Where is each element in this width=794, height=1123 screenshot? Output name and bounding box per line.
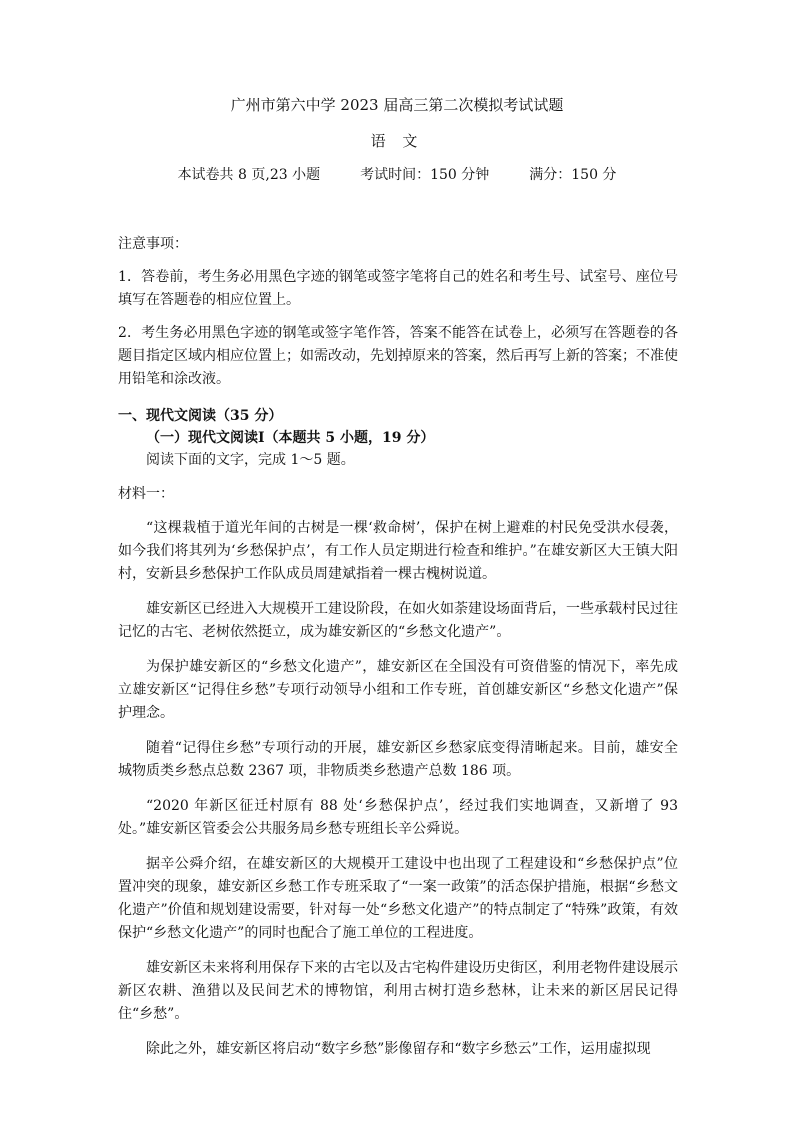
exam-score-info: 满分：150 分 [529,167,617,183]
paragraph-5: “2020 年新区征迁村原有 88 处‘乡愁保护点’，经过我们实地调查，又新增了 93 处。”雄安新区管委会公共服务局乡愁专班组长辛公舜说。 [118,798,678,837]
subject-title: 语 文 [370,132,424,150]
reading-instruction: 阅读下面的文字，完成 1～5 题。 [146,452,355,468]
paragraph-2: 雄安新区已经进入大规模开工建设阶段，在如火如荼建设场面背后，一些承载村民过往记忆的古宅、老树依然挺立，成为雄安新区的“乡愁文化遗产”。 [118,601,678,640]
notice-item-2: 2．考生务必用黑色字迹的钢笔或签字笔作答，答案不能答在试卷上，必须写在答题卷的各题目指定区域内相应位置上；如需改动，先划掉原来的答案，然后再写上新的答案；不准使用铅笔和涂改液。 [118,325,678,387]
material-label: 材料一： [118,486,174,502]
notice-heading: 注意事项： [118,236,188,252]
exam-pages-info: 本试卷共 8 页,23 小题 [177,167,321,183]
exam-time-info: 考试时间：150 分钟 [360,167,490,183]
paragraph-7: 雄安新区未来将利用保存下来的古宅以及古宅构件建设历史街区，利用老物件建设展示新区农耕、渔猎以及民间艺术的博物馆，利用古树打造乡愁林，让未来的新区居民记得住“乡愁”。 [118,960,678,1022]
exam-title: 广州市第六中学 2023 届高三第二次模拟考试试题 [230,96,564,114]
section-heading: 一、现代文阅读（35 分） [118,408,283,424]
paragraph-6: 据辛公舜介绍，在雄安新区的大规模开工建设中也出现了工程建设和“乡愁保护点”位置冲突的现象，雄安新区乡愁工作专班采取了“一案一政策”的活态保护措施，根据“乡愁文化遗产”价值和规划建设需要，针对每一处“乡愁文化遗产”的特点制定了“特殊”政策，有效保护“乡愁文化遗产”的同时也配合了施工单位的工程进度。 [118,856,678,941]
exam-info [0,164,794,186]
paragraph-8: 除此之外，雄安新区将启动“数字乡愁”影像留存和“数字乡愁云”工作，运用虚拟现 [146,1041,651,1057]
notice-item-1: 1．答卷前，考生务必用黑色字迹的钢笔或签字笔将自己的姓名和考生号、试室号、座位号填写在答题卷的相应位置上。 [118,269,678,308]
subsection-heading: （一）现代文阅读Ⅰ（本题共 5 小题，19 分） [146,430,435,446]
paragraph-1: “这棵栽植于道光年间的古树是一棵‘救命树’，保护在树上避难的村民免受洪水侵袭，如今我们将其列为‘乡愁保护点’，有工作人员定期进行检查和维护。”在雄安新区大王镇大阳村，安新县乡愁保护工作队成员周建斌指着一棵古槐树说道。 [118,520,678,582]
paragraph-3: 为保护雄安新区的“乡愁文化遗产”，雄安新区在全国没有可资借鉴的情况下，率先成立雄安新区“记得住乡愁”专项行动领导小组和工作专班，首创雄安新区“乡愁文化遗产”保护理念。 [118,659,678,721]
paragraph-4: 随着“记得住乡愁”专项行动的开展，雄安新区乡愁家底变得清晰起来。目前，雄安全城物质类乡愁点总数 2367 项，非物质类乡愁遗产总数 186 项。 [118,740,678,779]
